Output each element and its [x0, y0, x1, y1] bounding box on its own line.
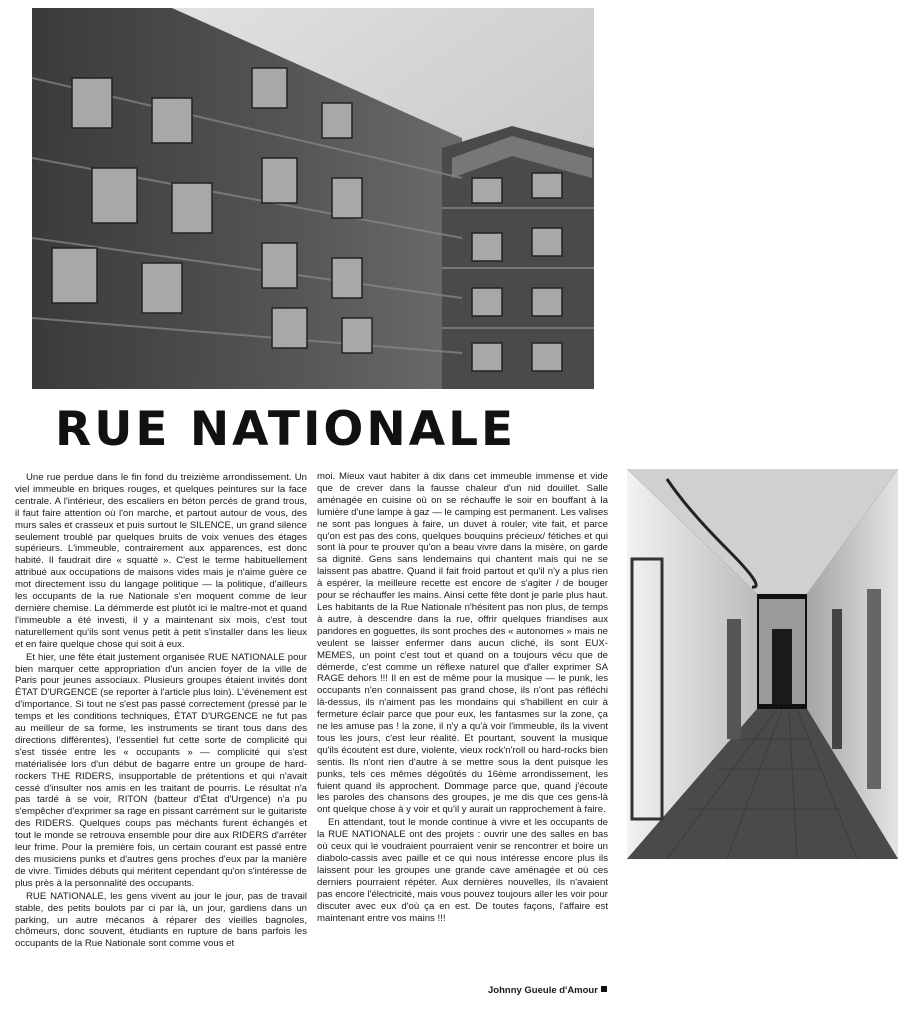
paragraph: Et hier, une fête était justement organisée RUE NATIONALE pour bien marquer cette appropriation d'un ancien foyer de la ville de Paris pour jeunes associaux. Plusieurs groupes étaient invités dont ÉTAT D'URGENCE (se reporter à l'article plus loin). L'événement est d'importance. Si tout ne s'est pas passé correctement (pressé par le temps et les conditions techniques, ÉTAT D'URGENCE ne fut pas au meilleur de sa forme, les instruments se tirant tous dans des directions différentes), l'essentiel fut cette sorte de complicité qui s'est tissée entre les « occupants » — complicité qui s'est matérialisée lors d'un début de bagarre entre un groupe de hard-rockers THE RIDERS, insupportable de prétentions et qui n'avait cessé d'insulter nos amis en les traitant de pourris. Le résultat n'a pas tardé à se voir, RITON (batteur d'État d'Urgence) n'a pu s'empêcher d'exprimer sa rage en pissant carrément sur le guitariste des RIDERS. Quelques coups pas méchants furent échangés et tout le monde se retrouva ensemble pour dire aux RIDERS d'arrêter leur frime. Pour la première fois, un certain courant est passé entre des musiciens punks et d'autres gens proches d'eux par la manière de vivre. Timides débuts qui méritent cependant qu'on s'intéresse de plus près à la personnalité des occupants. [15, 651, 307, 889]
article-column-1 [15, 472, 307, 950]
corridor-photo [627, 469, 898, 859]
paragraph: Une rue perdue dans le fin fond du treizième arrondissement. Un viel immeuble en briques rouges, et quelques peintures sur la face centrale. A l'intérieur, des escaliers en béton percés de grand trous, il faut faire attention où l'on marche, et partout autour de vous, des murs sales et crasseux et puis surtout le SILENCE, un grand silence seulement troublé par quelques bruits de voix venues des étages supérieurs. L'immeuble, contrairement aux apparences, est donc habité. Il faudrait dire « squatté ». C'est le terme habituellement attribué aux occupations de maisons vides mais je n'aime guère ce mot directement issu du langage politique — la politique, d'ailleurs les occupants de la rue Nationale s'en moquent comme de leur dernière chemise. La démmerde est plutôt ici le maître-mot et quand l'immeuble a été investi, il y a maintenant six mois, c'est tout naturellement qu'ils sont venus petit à petit s'installer dans les lieux et en faire quelque chose qui soit à eux. [15, 472, 307, 650]
paragraph: RUE NATIONALE, les gens vivent au jour le jour, pas de travail stable, des petits boulots par ci par là, un jour, gardiens dans un parking, un autre mécanos à réparer des vieilles bagnoles, chômeurs, donc souvent, étudiants en rupture de bans parfois les occupants de la Rue Nationale sont comme vous et [15, 890, 307, 950]
paragraph: En attendant, tout le monde continue à vivre et les occupants de la RUE NATIONALE ont des projets : ouvrir une des salles en bas où ceux qui le voudraient pourraient venir se rencontrer et boire un diabolo-cassis avec paille et ce qui nous intéresse encore plus ils laissent pour les groupes une grande cave aménagée et où ces derniers pourraient répéter. Aux dernières nouvelles, ils n'avaient pas encore l'électricité, mais vous pouvez toujours aller les voir pour discuter avec eux d'où ça en est. De toutes façons, l'affaire est maintenant entre vos mains !!! [317, 817, 608, 924]
author-name: Johnny Gueule d'Amour [488, 985, 598, 996]
end-mark-icon [601, 986, 607, 992]
author-signature [488, 985, 607, 996]
article-column-2 [317, 471, 608, 924]
building-photo [32, 8, 594, 389]
article-title: RUE NATIONALE [55, 402, 517, 457]
paragraph: moi. Mieux vaut habiter à dix dans cet immeuble immense et vide que de crever dans la fausse chaleur d'un nid douillet. Salle aménagée en cuisine où on se réchauffe le soir en bouffant à la lumière d'une lampe à gaz — le camping est permanent. Les valises ne sont pas longues à faire, un duvet à rouler, vite fait, et parce qu'on est pas des cons, quelques bouquins précieux/ fétiches et qui sont là pour te prouver qu'on a beau vivre dans la misère, on garde sa dignité. Gens sans lendemains qui chantent mais qui ne se laissent pas abattre. Quand il fait froid partout et qu'il n'y a plus rien à espérer, la meilleure recette est encore de s'agiter / de bouger pour se réchauffer les mains. Ainsi cette fête dont je parle plus haut. Les habitants de la Rue Nationale n'hésitent pas non plus, de temps à autre, à descendre dans la rue, offrir quelques friandises aux pandores en goguettes, ils sont proches des « autonomes » mais ne veulent se laisser enfermer dans aucun cliché, ils sont EUX-MEMES, un point c'est tout et quand on a toujours vécu que de démerde, c'est comme un réflexe naturel que d'aller exprimer SA RAGE dehors !!! Il en est de même pour la musique — le punk, les occupants n'en connaissent pas grand chose, ils n'ont pas réfléchi là-dessus, ils n'aiment pas les mondains qui s'habillent en cuir à fermeture éclair parce que pour eux, les fantasmes sur la zone, ça ne les amuse pas ! la zone, il n'y a qu'à voir l'immeuble, ils la vivent tous les jours, c'est leur réalité. Et pourtant, souvent la musique qu'ils écoutent est dure, violente, vieux rock'n'roll ou hard-rocks bien sentis. Ils n'ont rien d'autre à se mettre sous la dent puisque les punks, tels ces mêmes dégoûtés du 16ème arrondissement, les fuient quand ils approchent. Dommage parce que, quand j'écoute les paroles des chansons des groupes, je me dis que ces gens-là ont quelque chose à y voir et qu'il y aurait un rapprochement à faire. [317, 471, 608, 816]
